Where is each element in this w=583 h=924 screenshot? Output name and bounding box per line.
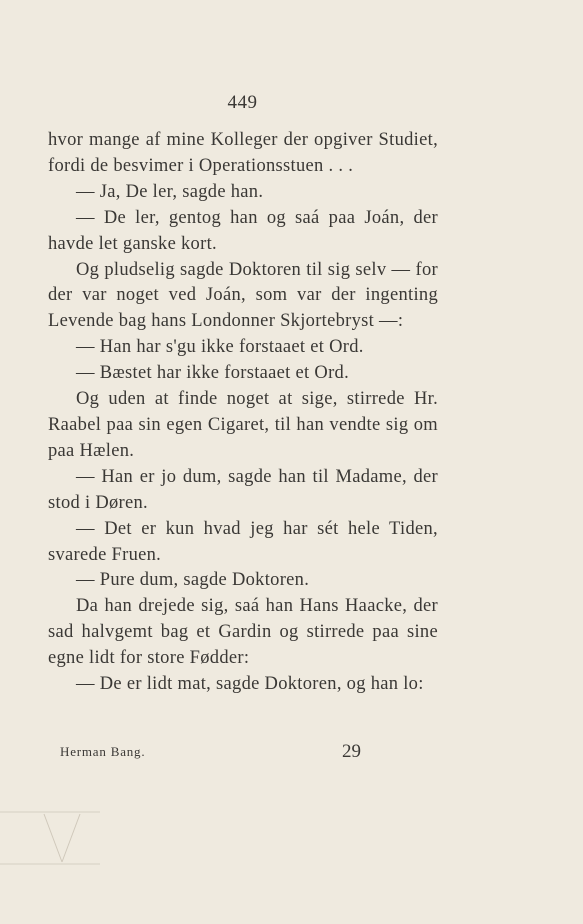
paragraph: — Ja, De ler, sagde han. xyxy=(76,181,264,202)
paragraph: — De er lidt mat, sagde Doktoren, og han lo: xyxy=(76,674,424,695)
page-number: 449 xyxy=(227,92,258,113)
paragraph: Og uden at finde noget at sige, stirrede Hr. Raabel paa sin egen Cigaret, til han vendte sig om paa Hælen. xyxy=(48,389,438,461)
paragraph: — Han er jo dum, sagde han til Madame, der stod i Døren. xyxy=(48,466,438,513)
signature-mark: Herman Bang. xyxy=(60,744,146,759)
body-text xyxy=(48,128,438,698)
paragraph: Da han drejede sig, saá han Hans Haacke, der sad halvgemt bag et Gardin og stirrede paa sine egne lidt for store Fødder: xyxy=(48,596,438,669)
paragraph: — De ler, gentog han og saá paa Joán, der havde let ganske kort. xyxy=(48,207,438,254)
sheet-number: 29 xyxy=(342,741,361,762)
paper-fold-mark xyxy=(0,808,100,868)
paragraph: — Bæstet har ikke forstaaet et Ord. xyxy=(76,363,350,384)
paragraph: — Pure dum, sagde Doktoren. xyxy=(76,570,310,591)
paragraph: hvor mange af mine Kolleger der opgiver Studiet, fordi de besvimer i Operationsstuen . . . xyxy=(48,130,438,176)
paragraph: Og pludselig sagde Doktoren til sig selv — for der var noget ved Joán, som var der ingenting Levende bag hans Londonner Skjortebryst —: xyxy=(48,259,438,332)
page-footer xyxy=(60,741,380,765)
paragraph: — Det er kun hvad jeg har sét hele Tiden, svarede Fruen. xyxy=(48,518,438,565)
paragraph: — Han har s'gu ikke forstaaet et Ord. xyxy=(76,337,364,358)
